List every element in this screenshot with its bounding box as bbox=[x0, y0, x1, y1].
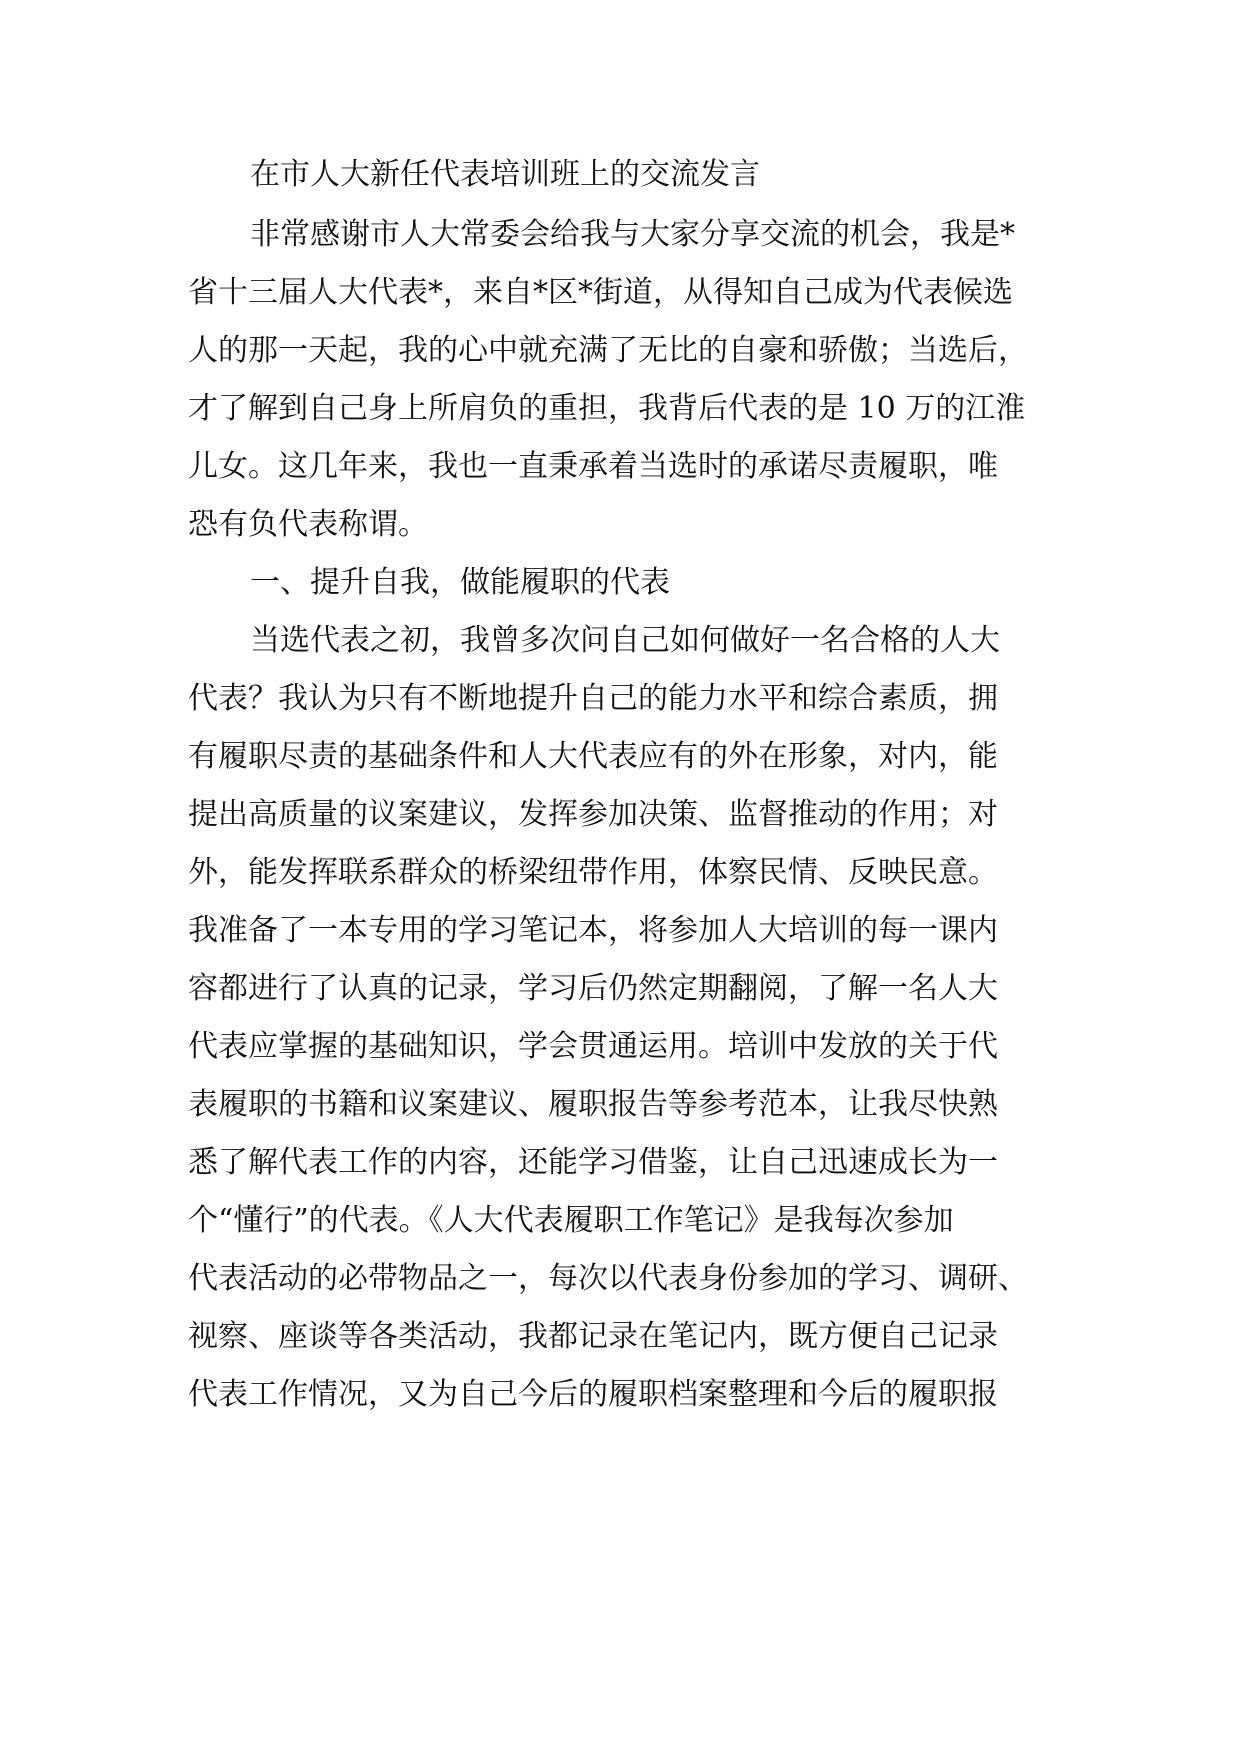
paragraph-2-line-9: 表履职的书籍和议案建议、履职报告等参考范本，让我尽快熟 bbox=[188, 1087, 998, 1122]
paragraph-2-line-8: 代表应掌握的基础知识，学会贯通运用。培训中发放的关于代 bbox=[188, 1029, 998, 1064]
paragraph-1-line-4: 才了解到自己身上所肩负的重担，我背后代表的是 10 万的江淮 bbox=[188, 391, 1026, 426]
paragraph-2-line-10: 悉了解代表工作的内容，还能学习借鉴，让自己迅速成长为一 bbox=[188, 1145, 998, 1180]
paragraph-2-line-13: 视察、座谈等各类活动，我都记录在笔记内，既方便自己记录 bbox=[188, 1319, 998, 1354]
paragraph-2-line-1: 当选代表之初，我曾多次问自己如何做好一名合格的人大 bbox=[250, 623, 1000, 658]
paragraph-1-line-5: 儿女。这几年来，我也一直秉承着当选时的承诺尽责履职，唯 bbox=[188, 449, 998, 484]
paragraph-2-line-3: 有履职尽责的基础条件和人大代表应有的外在形象，对内，能 bbox=[188, 739, 998, 774]
paragraph-2-line-12: 代表活动的必带物品之一，每次以代表身份参加的学习、调研、 bbox=[188, 1261, 1028, 1296]
paragraph-1-line-3: 人的那一天起，我的心中就充满了无比的自豪和骄傲；当选后， bbox=[188, 333, 1028, 368]
paragraph-2-line-2: 代表？我认为只有不断地提升自己的能力水平和综合素质，拥 bbox=[188, 681, 998, 716]
paragraph-1-line-2: 省十三届人大代表*，来自*区*街道，从得知自己成为代表候选 bbox=[188, 275, 1013, 310]
document-title: 在市人大新任代表培训班上的交流发言 bbox=[250, 157, 760, 192]
paragraph-2-line-14: 代表工作情况，又为自己今后的履职档案整理和今后的履职报 bbox=[188, 1377, 998, 1412]
paragraph-2-line-4: 提出高质量的议案建议，发挥参加决策、监督推动的作用；对 bbox=[188, 797, 998, 832]
paragraph-1-line-1: 非常感谢市人大常委会给我与大家分享交流的机会，我是* bbox=[250, 217, 1015, 252]
paragraph-1-line-6: 恐有负代表称谓。 bbox=[188, 507, 428, 542]
section-heading: 一、提升自我，做能履职的代表 bbox=[250, 565, 670, 600]
paragraph-2-line-11: 个“懂行”的代表。《人大代表履职工作笔记》是我每次参加 bbox=[188, 1203, 954, 1238]
paragraph-2-line-7: 容都进行了认真的记录，学习后仍然定期翻阅，了解一名人大 bbox=[188, 971, 998, 1006]
paragraph-2-line-5: 外，能发挥联系群众的桥梁纽带作用，体察民情、反映民意。 bbox=[188, 855, 998, 890]
paragraph-2-line-6: 我准备了一本专用的学习笔记本，将参加人大培训的每一课内 bbox=[188, 913, 998, 948]
